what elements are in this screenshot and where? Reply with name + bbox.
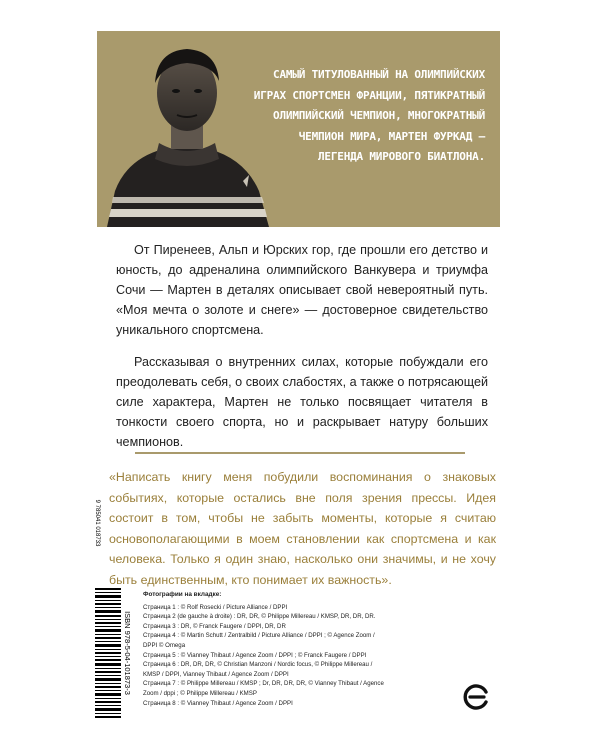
isbn-label (121, 588, 135, 718)
credits-line: DPPI © Omega (143, 641, 186, 649)
author-quote: «Написать книгу меня побудили воспоминания о знаковых событиях, которые остались вне поля зрения прессы. Идея состоит в том, чтобы не забыть моменты, которые я считаю основополагающими в моем становлении как спортсмена и как человека. Только я один знаю, насколько они значимы, и не хочу быть единственным, кто понимает их важность». (109, 470, 496, 587)
credits-line: Страница 8 : © Vianney Thibaut / Agence Zoom / DPPI (143, 699, 293, 707)
credits-line: Страница 2 (de gauche à droite) : DR, DR, © Philippe Millereau / KMSP, DR, DR, DR. (143, 613, 376, 621)
credits-line: KMSP / DPPI, Vianney Thibaut / Agence Zoom / DPPI (143, 670, 289, 678)
banner-line: САМЫЙ ТИТУЛОВАННЫЙ НА ОЛИМПИЙСКИХ (273, 68, 485, 81)
barcode-digits: 9 785041 018733 (94, 499, 100, 547)
description-paragraph-1: От Пиренеев, Альп и Юрских гор, где прошли его детство и юность, до адреналина олимпийского Ванкувера и триумфа Сочи — Мартен в деталях описывает свой невероятный путь. «Моя мечта о золоте и снеге» — достоверное свидетельство уникального спортсмена. (116, 243, 488, 337)
banner-line: ОЛИМПИЙСКИЙ ЧЕМПИОН, МНОГОКРАТНЫЙ (273, 109, 485, 122)
credits-line: Zoom / dppi ; © Philippe Millereau / KMSP (143, 689, 257, 697)
description (116, 240, 488, 464)
photo-credits (143, 590, 443, 708)
description-paragraph-2: Рассказывая о внутренних силах, которые побуждали его преодолевать себя, о своих слабостях, а также о потрясающей силе характера, Мартен не только посвящает читателя в тонкости своего спорта, но и раскрывает натуру больших чемпионов. (116, 355, 488, 449)
cover-banner (97, 31, 500, 227)
credits-line: Страница 6 : DR, DR, DR, © Christian Manzoni / Nordic focus, © Philippe Millereau / (143, 661, 373, 669)
banner-line: ИГРАХ СПОРТСМЕН ФРАНЦИИ, ПЯТИКРАТНЫЙ (253, 88, 485, 102)
credits-heading: Фотографии на вкладке: (143, 591, 222, 598)
isbn-text: ISBN 978-5-04-101873-3 (123, 611, 132, 695)
banner-blurb (245, 65, 485, 168)
barcode (94, 499, 121, 718)
credits-line: Страница 5 : © Vianney Thibaut / Agence Zoom / DPPI ; © Franck Faugere / DPPI (143, 651, 367, 659)
credits-line: Страница 3 : DR, © Franck Faugere / DPPI, DR, DR (143, 622, 286, 630)
banner-line: ЛЕГЕНДА МИРОВОГО БИАТЛОНА. (318, 150, 485, 163)
credits-line: Страница 4 : © Martin Schutt / Zentralbild / Picture Alliance / DPPI ; © Agence Zoom / (143, 632, 375, 640)
credits-line: Страница 1 : © Rolf Rosecki / Picture Alliance / DPPI (143, 603, 288, 611)
credits-line: Страница 7 : © Philippe Millereau / KMSP ; Dr, DR, DR, DR, © Vianney Thibaut / Agence (143, 680, 384, 688)
divider (135, 452, 465, 454)
banner-line: ЧЕМПИОН МИРА, МАРТЕН ФУРКАД – (298, 129, 485, 143)
publisher-logo-icon (464, 684, 490, 710)
